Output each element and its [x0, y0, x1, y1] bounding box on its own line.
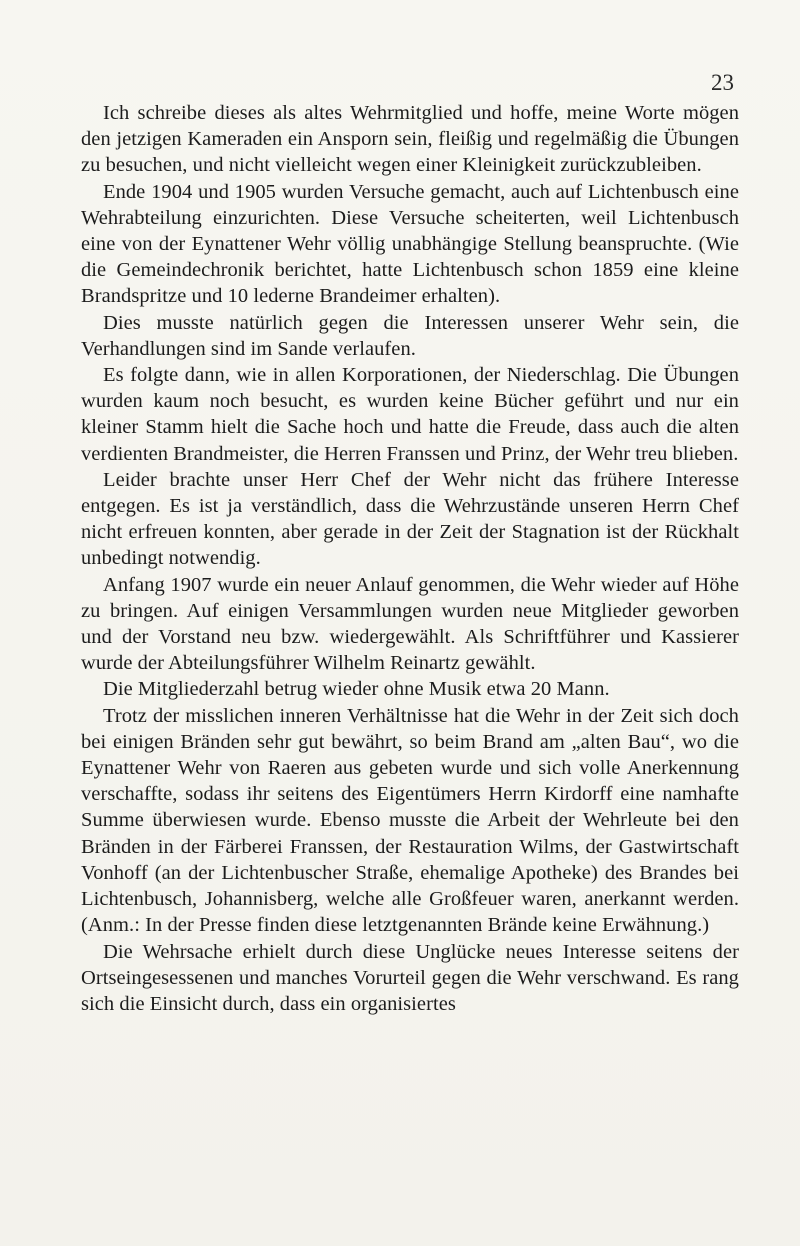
- paragraph-8: Trotz der misslichen inneren Verhältnisse hat die Wehr in der Zeit sich doch bei einigen Bränden sehr gut bewährt, so beim Brand am „alten Bau“, wo die Eynattener Wehr von Raeren aus gebeten wurde und sich volle Anerkennung verschaffte, sodass ihr seitens des Eigentümers Herrn Kirdorff eine namhafte Summe überwiesen wurde. Ebenso musste die Arbeit der Wehrleute bei den Bränden in der Färberei Franssen, der Restauration Wilms, der Gastwirtschaft Vonhoff (an der Lichtenbuscher Straße, ehemalige Apotheke) des Brandes bei Lichtenbusch, Johannisberg, welche alle Großfeuer waren, anerkannt werden. (Anm.: In der Presse finden diese letztgenannten Brände keine Erwähnung.): [81, 704, 739, 937]
- paragraph-5: Leider brachte unser Herr Chef der Wehr nicht das frühere Interesse entgegen. Es ist ja verständlich, dass die Wehrzustände unseren Herrn Chef nicht erfreuen konnten, aber gerade in der Zeit der Stagnation ist der Rückhalt unbedingt notwendig.: [81, 468, 739, 570]
- body-text: [81, 100, 739, 1017]
- paragraph-4: Es folgte dann, wie in allen Korporationen, der Niederschlag. Die Übungen wurden kaum noch besucht, es wurden keine Bücher geführt und nur ein kleiner Stamm hielt die Sache hoch und hatte die Freude, dass auch die alten verdienten Brandmeister, die Herren Franssen und Prinz, der Wehr treu blieben.: [81, 364, 739, 465]
- paragraph-9: Die Wehrsache erhielt durch diese Unglücke neues Interesse seitens der Ortseingesessenen und manches Vorurteil gegen die Wehr verschwand. Es rang sich die Einsicht durch, dass ein organisiertes: [81, 940, 739, 1015]
- paragraph-6: Anfang 1907 wurde ein neuer Anlauf genommen, die Wehr wieder auf Höhe zu bringen. Auf einigen Versammlungen wurden neue Mitglieder geworben und der Vorstand neu bzw. wiedergewählt. Als Schriftführer und Kassierer wurde der Abteilungsführer Wilhelm Reinartz gewählt.: [81, 573, 739, 675]
- paragraph-1: Ich schreibe dieses als altes Wehrmitglied und hoffe, meine Worte mögen den jetzigen Kameraden ein Ansporn sein, fleißig und regelmäßig die Übungen zu besuchen, und nicht vielleicht wegen einer Kleinigkeit zurückzubleiben.: [81, 102, 739, 177]
- paragraph-2: Ende 1904 und 1905 wurden Versuche gemacht, auch auf Lichtenbusch eine Wehrabteilung einzurichten. Diese Versuche scheiterten, weil Lichtenbusch eine von der Eynattener Wehr völlig unabhängige Stellung beanspruchte. (Wie die Gemeindechronik berichtet, hatte Lichtenbusch schon 1859 eine kleine Brandspritze und 10 lederne Brandeimer erhalten).: [81, 180, 739, 308]
- paragraph-3: Dies musste natürlich gegen die Interessen unserer Wehr sein, die Verhandlungen sind im Sande verlaufen.: [81, 311, 739, 360]
- paragraph-7: Die Mitgliederzahl betrug wieder ohne Musik etwa 20 Mann.: [103, 678, 610, 701]
- page-number: 23: [711, 70, 734, 95]
